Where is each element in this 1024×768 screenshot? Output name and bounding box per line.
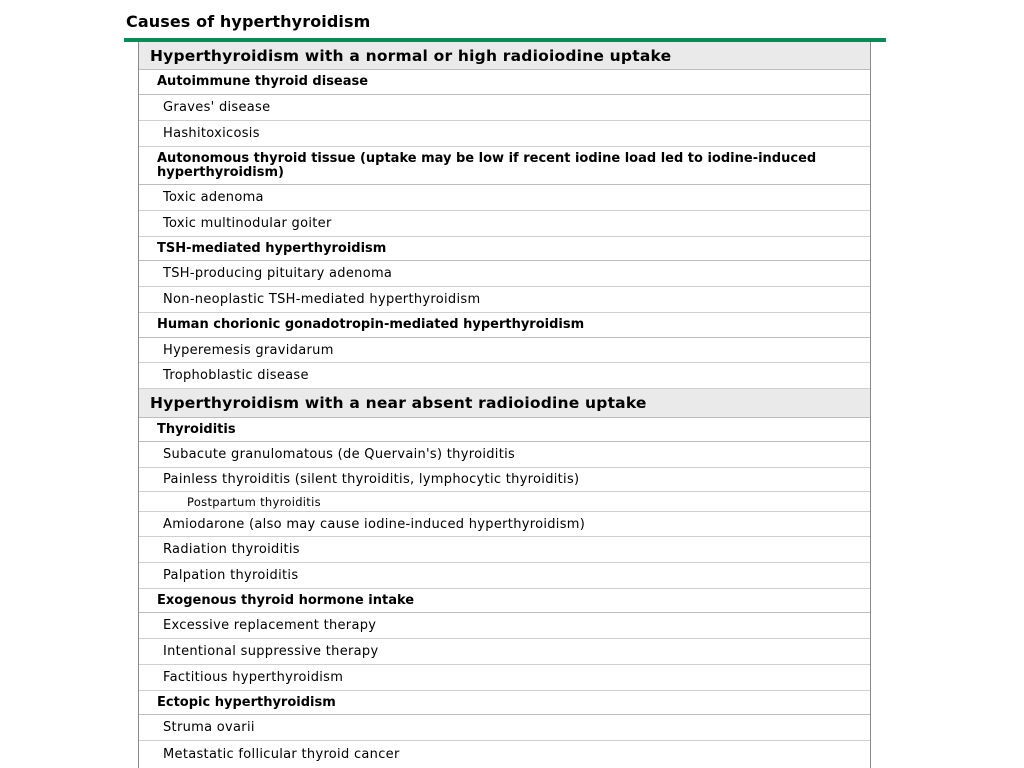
list-item: Metastatic follicular thyroid cancer [163,746,400,762]
list-item: Amiodarone (also may cause iodine-induced hyperthyroidism) [139,512,870,537]
causes-table [138,42,871,768]
list-item: Hyperemesis gravidarum [139,338,870,363]
category-exogenous: Exogenous thyroid hormone intake [139,589,870,613]
category-thyroiditis: Thyroiditis [139,418,870,442]
list-item: Toxic multinodular goiter [139,211,870,237]
list-item: Trophoblastic disease [139,363,870,389]
list-item: Struma ovarii [139,715,870,741]
page-title: Causes of hyperthyroidism [126,12,371,31]
list-item: Non-neoplastic TSH-mediated hyperthyroidism [139,287,870,313]
section-heading-near-absent-uptake: Hyperthyroidism with a near absent radioiodine uptake [139,389,870,418]
section-heading-normal-high-uptake: Hyperthyroidism with a normal or high radioiodine uptake [139,42,870,70]
list-item: Radiation thyroiditis [139,537,870,563]
list-item: Hashitoxicosis [139,121,870,147]
list-item: Painless thyroiditis (silent thyroiditis, lymphocytic thyroiditis) [139,468,870,492]
category-tsh-mediated: TSH-mediated hyperthyroidism [139,237,870,261]
category-autonomous: Autonomous thyroid tissue (uptake may be low if recent iodine load led to iodine-induced hyperthyroidism) [139,147,870,185]
list-item: Excessive replacement therapy [139,613,870,639]
category-autoimmune: Autoimmune thyroid disease [139,70,870,95]
list-item: Factitious hyperthyroidism [139,665,870,691]
list-item: Intentional suppressive therapy [139,639,870,665]
list-subitem: Postpartum thyroiditis [139,492,870,512]
list-item: Palpation thyroiditis [139,563,870,589]
category-ectopic: Ectopic hyperthyroidism [139,691,870,715]
list-item: Graves' disease [139,95,870,121]
list-item: Toxic adenoma [139,185,870,211]
category-hcg-mediated: Human chorionic gonadotropin-mediated hyperthyroidism [139,313,870,338]
list-item: Subacute granulomatous (de Quervain's) thyroiditis [139,442,870,468]
list-item: TSH-producing pituitary adenoma [139,261,870,287]
